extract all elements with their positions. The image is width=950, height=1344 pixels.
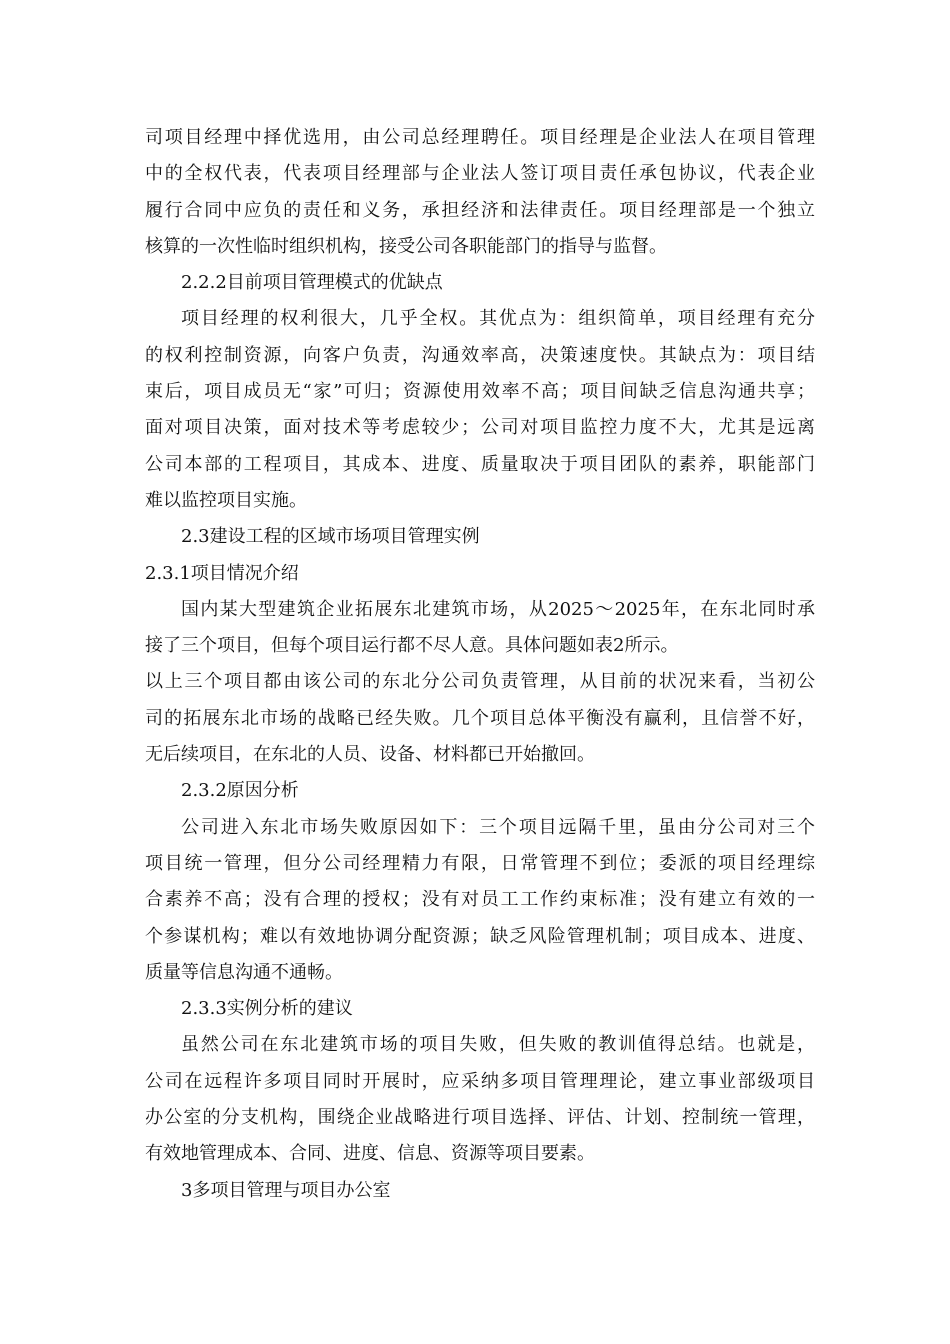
text-line: 有效地管理成本、合同、进度、信息、资源等项目要素。 [145,1143,595,1165]
text-line: 质量等信息沟通不通畅。 [145,961,343,983]
text-line: 公司在远程许多项目同时开展时，应采纳多项目管理理论，建立事业部级项目 [145,1070,815,1092]
text-line: 个参谋机构；难以有效地协调分配资源；缺乏风险管理机制；项目成本、进度、 [145,925,815,947]
text-line: 公司本部的工程项目，其成本、进度、质量取决于项目团队的素养，职能部门 [145,453,815,475]
text-line: 虽然公司在东北建筑市场的项目失败，但失败的教训值得总结。也就是， [181,1034,815,1056]
text-line: 接了三个项目，但每个项目运行都不尽人意。具体问题如表2所示。 [145,635,679,657]
text-line: 办公室的分支机构，围绕企业战略进行项目选择、评估、计划、控制统一管理， [145,1107,815,1129]
paragraph [145,1027,815,1172]
paragraph [145,301,815,519]
section-heading: 2.2.2目前项目管理模式的优缺点 [181,272,443,294]
section-heading: 2.3.3实例分析的建议 [181,998,353,1020]
text-line: 面对项目决策，面对技术等考虑较少；公司对项目监控力度不大，尤其是远离 [145,417,815,439]
document-body [145,120,815,1209]
text-line: 履行合同中应负的责任和义务，承担经济和法律责任。项目经理部是一个独立 [145,199,815,221]
text-line: 项目统一管理，但分公司经理精力有限，日常管理不到位；委派的项目经理综 [145,852,815,874]
section-heading: 2.3.1项目情况介绍 [145,562,299,584]
paragraph [145,592,815,665]
text-line: 国内某大型建筑企业拓展东北建筑市场，从2025～2025年，在东北同时承 [181,598,815,620]
section-heading: 3多项目管理与项目办公室 [181,1179,391,1201]
text-line: 以上三个项目都由该公司的东北分公司负责管理，从目前的状况来看，当初公 [145,671,815,693]
text-line: 司项目经理中择优选用，由公司总经理聘任。项目经理是企业法人在项目管理 [145,127,815,148]
paragraph [145,120,815,265]
text-line: 核算的一次性临时组织机构，接受公司各职能部门的指导与监督。 [145,235,667,257]
text-line: 合素养不高；没有合理的授权；没有对员工工作约束标准；没有建立有效的一 [145,889,815,911]
section-heading: 2.3建设工程的区域市场项目管理实例 [181,526,480,548]
section-heading: 2.3.2原因分析 [181,780,299,802]
text-line: 难以监控项目实施。 [145,489,307,511]
text-line: 中的全权代表，代表项目经理部与企业法人签订项目责任承包协议，代表企业 [145,163,815,185]
text-line: 无后续项目，在东北的人员、设备、材料都已开始撤回。 [145,744,595,766]
text-line: 的权利控制资源，向客户负责，沟通效率高，决策速度快。其缺点为：项目结 [145,344,815,366]
text-line: 司的拓展东北市场的战略已经失败。几个项目总体平衡没有赢利，且信誉不好， [145,707,815,729]
text-line: 公司进入东北市场失败原因如下：三个项目远隔千里，虽由分公司对三个 [181,816,815,838]
paragraph [145,810,815,991]
text-line: 项目经理的权利很大，几乎全权。其优点为：组织简单，项目经理有充分 [181,308,815,330]
paragraph [145,664,815,773]
text-line: 束后，项目成员无“家”可归；资源使用效率不高；项目间缺乏信息沟通共享； [145,381,815,403]
